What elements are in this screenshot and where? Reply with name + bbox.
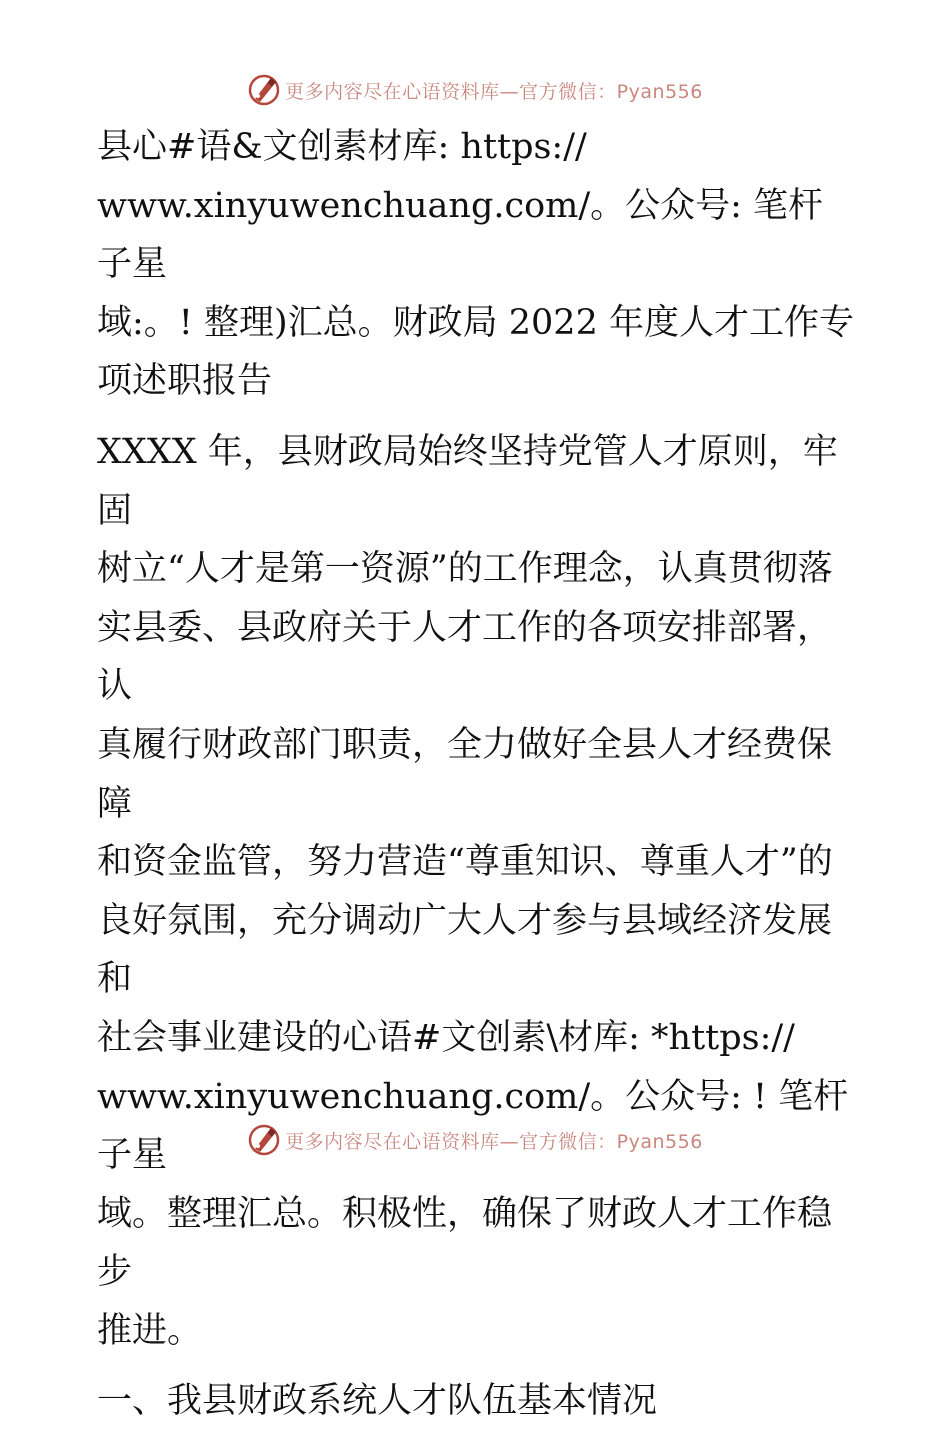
pen-logo-icon	[247, 73, 281, 107]
pen-logo-icon	[247, 1123, 281, 1157]
header-watermark-banner	[0, 70, 950, 110]
section-heading: 一、我县财政系统人才队伍基本情况	[97, 1381, 658, 1422]
document-title-paragraph: 县心#语&文创素材库: https:// www.xinyuwenchuang.com/。公众号: 笔杆子星 域:。! 整理)汇总。财政局 2022 年度人才工作专 项述职报告	[97, 127, 854, 402]
document-body	[97, 118, 855, 1431]
footer-banner-text: 更多内容尽在心语资料库—官方微信：Pyan556	[285, 1130, 703, 1153]
document-body-paragraph: XXXX 年，县财政局始终坚持党管人才原则，牢固 树立“人才是第一资源”的工作理念，认真贯彻落 实县委、县政府关于人才工作的各项安排部署，认 真履行财政部门职责，全力做好全县人才经费保障 和资金监管，努力营造“尊重知识、尊重人才”的 良好氛围，充分调动广大人才参与县域经济发展和 社会事业建设的心语#文创素\材库: *https:// www.xinyuwenchuang.com/。公众号: ! 笔杆子星 域。整理汇总。积极性，确保了财政人才工作稳步 推进。	[97, 431, 849, 1351]
footer-watermark-banner	[0, 1120, 950, 1160]
header-banner-text: 更多内容尽在心语资料库—官方微信：Pyan556	[285, 80, 703, 103]
